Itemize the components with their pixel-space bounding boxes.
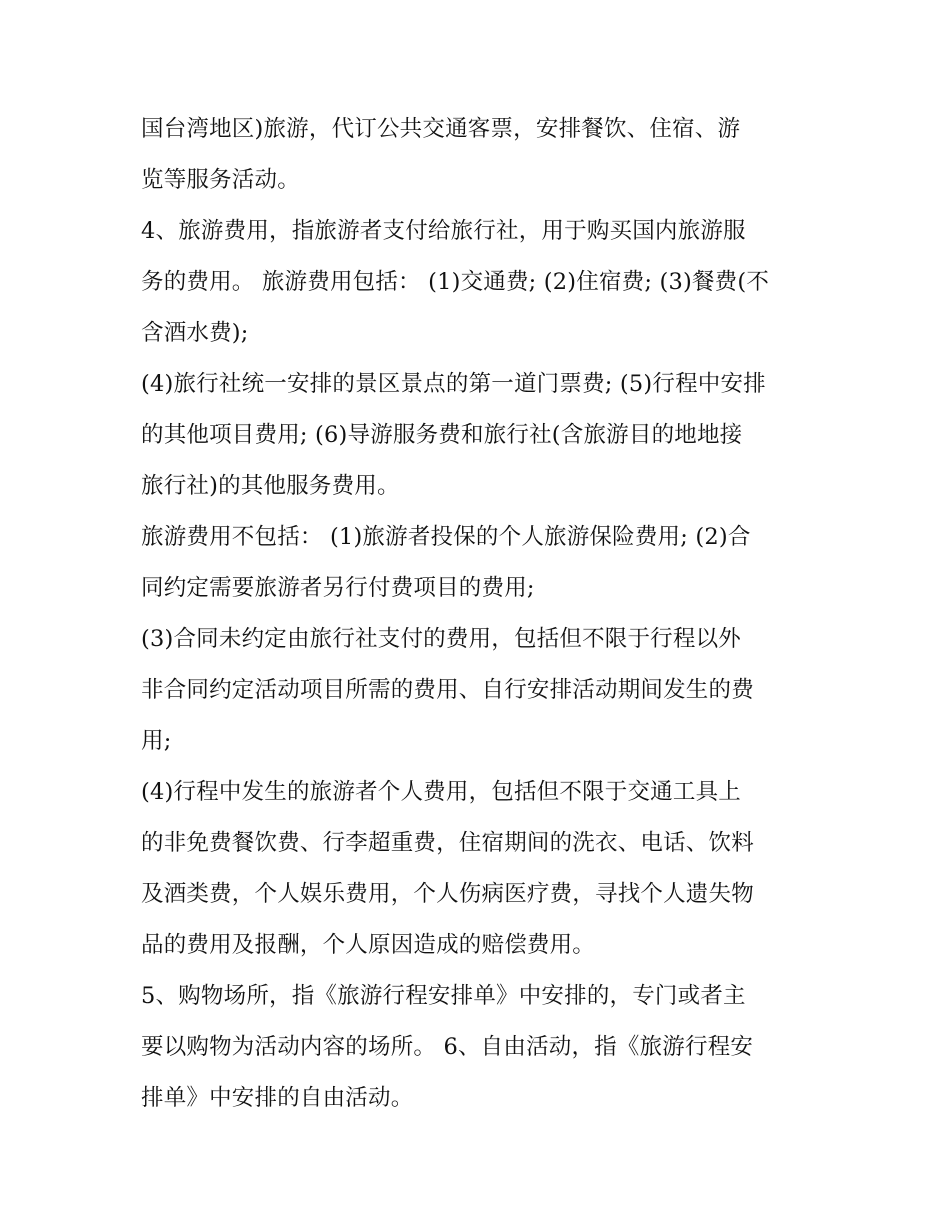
text-line: (4)旅行社统一安排的景区景点的第一道门票费; (5)行程中安排: [141, 371, 766, 397]
text-line: 含酒水费);: [141, 320, 249, 346]
text-line: 的其他项目费用; (6)导游服务费和旅行社(含旅游目的地地接: [141, 422, 743, 448]
text-line: (4)行程中发生的旅游者个人费用，包括但不限于交通工具上: [141, 779, 741, 805]
text-line: 同约定需要旅游者另行付费项目的费用;: [141, 575, 535, 601]
text-line: 用;: [141, 728, 172, 754]
text-line: 览等服务活动。: [141, 167, 300, 193]
text-line: 旅游费用不包括： (1)旅游者投保的个人旅游保险费用; (2)合: [141, 524, 751, 550]
text-line: (3)合同未约定由旅行社支付的费用，包括但不限于行程以外: [141, 626, 741, 652]
text-line: 排单》中安排的自由活动。: [141, 1085, 414, 1111]
text-line: 及酒类费，个人娱乐费用，个人伤病医疗费，寻找个人遗失物: [141, 881, 754, 907]
text-line: 4、旅游费用，指旅游者支付给旅行社，用于购买国内旅游服: [141, 218, 746, 244]
text-line: 品的费用及报酬，个人原因造成的赔偿费用。: [141, 932, 596, 958]
text-line: 旅行社)的其他服务费用。: [141, 473, 400, 499]
text-line: 务的费用。 旅游费用包括： (1)交通费; (2)住宿费; (3)餐费(不: [141, 269, 770, 295]
text-line: 非合同约定活动项目所需的费用、自行安排活动期间发生的费: [141, 677, 754, 703]
document-body: [141, 104, 821, 1124]
text-line: 5、购物场所，指《旅游行程安排单》中安排的，专门或者主: [141, 983, 746, 1009]
text-line: 国台湾地区)旅游，代订公共交通客票，安排餐饮、住宿、游: [141, 116, 741, 142]
text-line: 要以购物为活动内容的场所。 6、自由活动，指《旅游行程安: [141, 1034, 754, 1060]
text-line: 的非免费餐饮费、行李超重费，住宿期间的洗衣、电话、饮料: [141, 830, 754, 856]
